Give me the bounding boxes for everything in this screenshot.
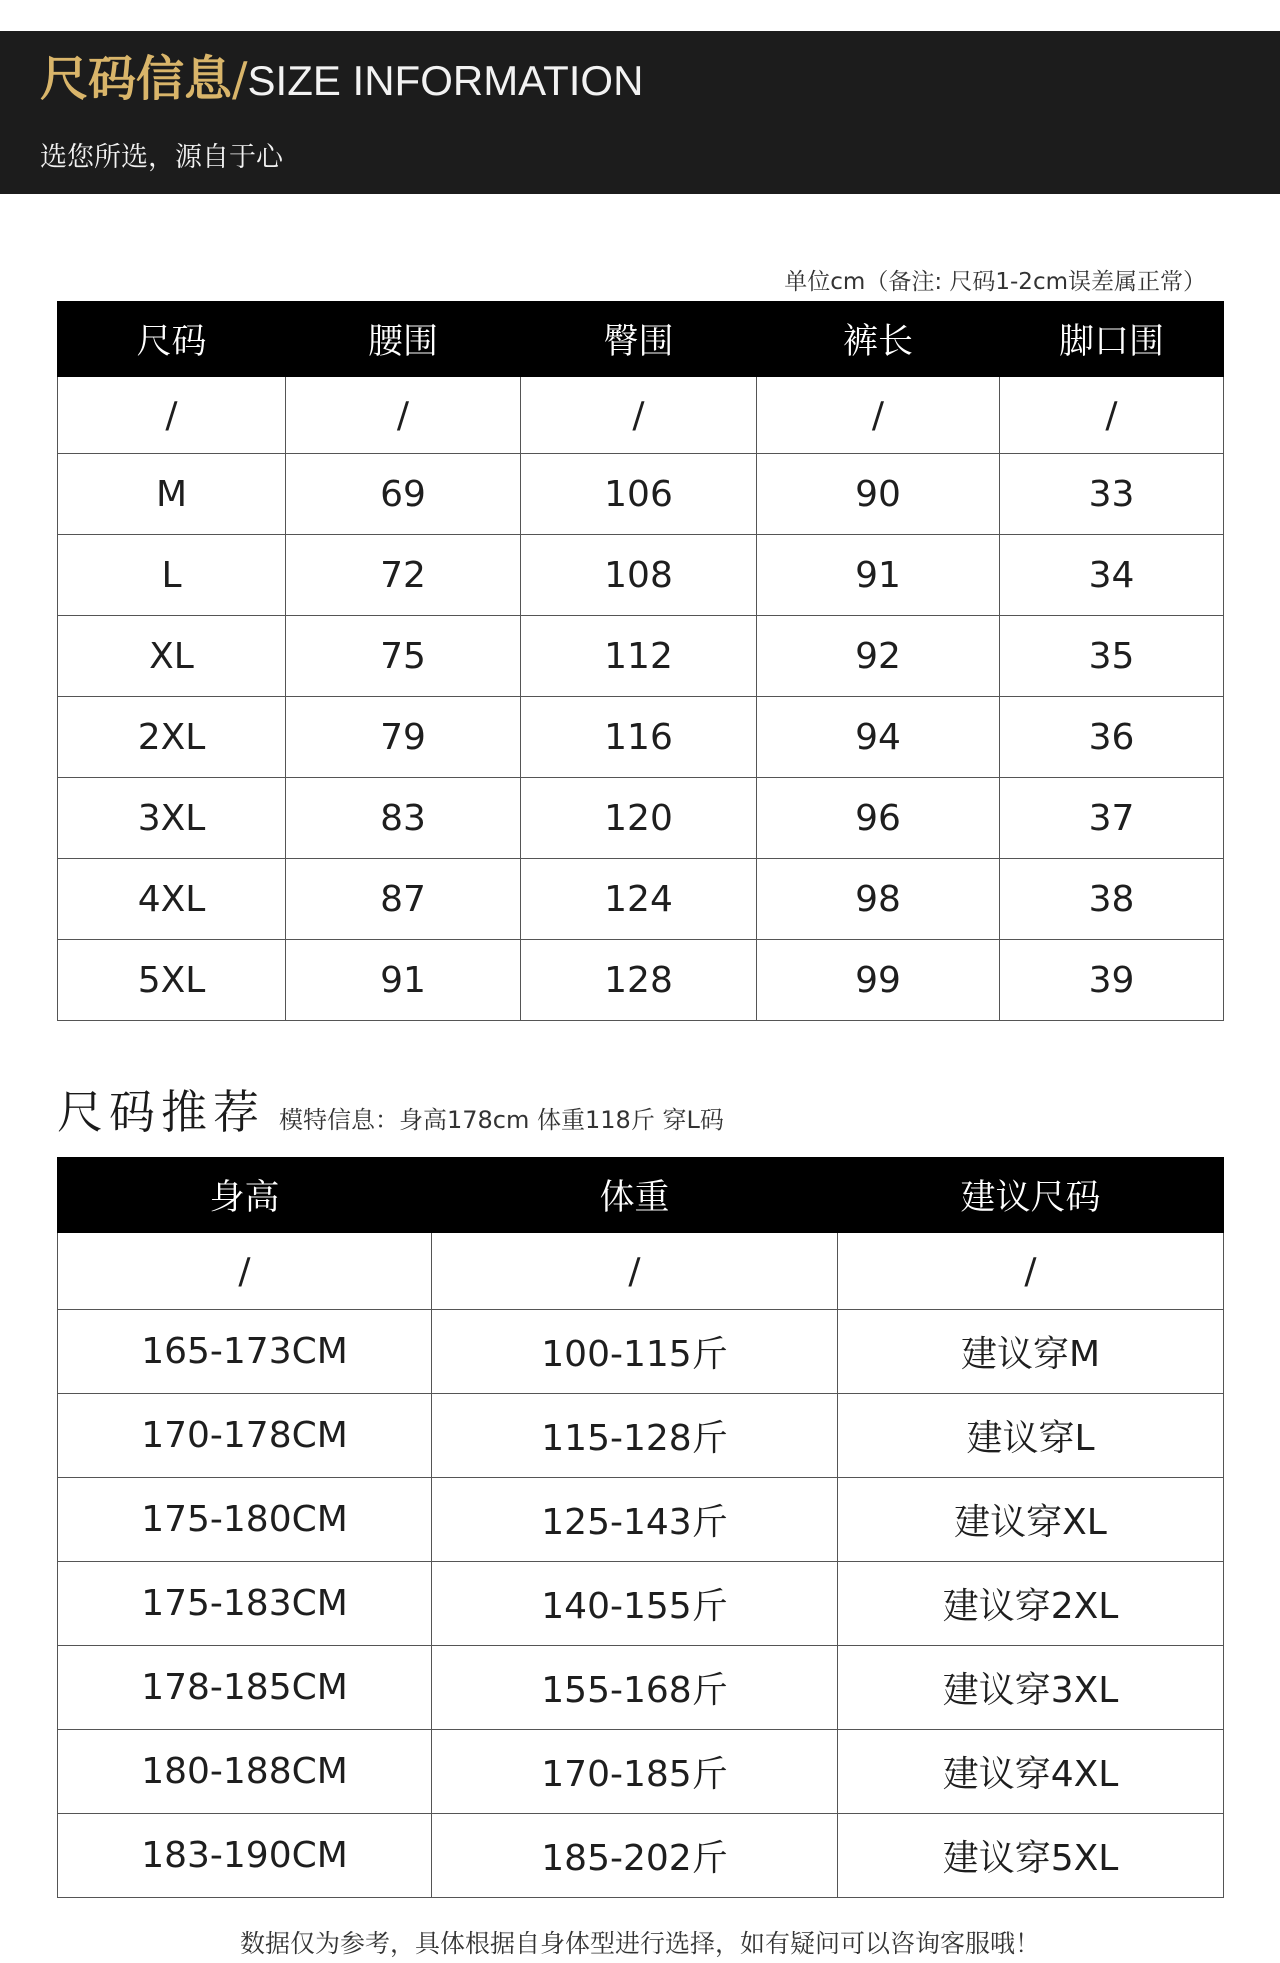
table-row [58,1562,1224,1646]
model-info: 模特信息：身高178cm 体重118斤 穿L码 [279,1106,724,1134]
table-cell: 建议穿L [838,1394,1224,1478]
table-cell: / [432,1233,838,1310]
table-cell: / [757,377,1000,454]
table-cell: 91 [286,940,521,1021]
table-cell: / [521,377,757,454]
table-cell: 33 [1000,454,1224,535]
banner-title [40,51,644,107]
recommend-heading [57,1076,724,1142]
table-cell: / [58,1233,432,1310]
table-row [58,1233,1224,1310]
header-suggested-size: 建议尺码 [838,1158,1224,1233]
table-row [58,377,1224,454]
table-cell: 128 [521,940,757,1021]
table-row [58,1394,1224,1478]
table-cell: 75 [286,616,521,697]
header-weight: 体重 [432,1158,838,1233]
table-cell: 175-180CM [58,1478,432,1562]
header-height: 身高 [58,1158,432,1233]
table-cell: 38 [1000,859,1224,940]
table-cell: 5XL [58,940,286,1021]
table-cell: 185-202斤 [432,1814,838,1898]
table-cell: 87 [286,859,521,940]
table-cell: 106 [521,454,757,535]
table-row [58,1310,1224,1394]
table-cell: 39 [1000,940,1224,1021]
recommend-table-header-row [58,1158,1224,1233]
table-row [58,859,1224,940]
table-cell: 155-168斤 [432,1646,838,1730]
table-cell: 3XL [58,778,286,859]
table-cell: 2XL [58,697,286,778]
table-cell: 34 [1000,535,1224,616]
unit-note: 单位cm（备注: 尺码1-2cm误差属正常） [784,269,1206,295]
banner-title-separator: / [232,52,248,106]
footer-note: 数据仅为参考，具体根据自身体型进行选择，如有疑问可以咨询客服哦！ [239,1929,1040,1958]
table-cell: 建议穿XL [838,1478,1224,1562]
header-size: 尺码 [58,302,286,377]
table-cell: 35 [1000,616,1224,697]
table-cell: 建议穿2XL [838,1562,1224,1646]
table-row [58,778,1224,859]
recommend-title: 尺码推荐 [57,1085,265,1139]
table-cell: 115-128斤 [432,1394,838,1478]
header-hip: 臀围 [521,302,757,377]
table-cell: 116 [521,697,757,778]
header-waist: 腰围 [286,302,521,377]
table-cell: 98 [757,859,1000,940]
table-cell: 124 [521,859,757,940]
size-info-banner [0,31,1280,194]
table-cell: 91 [757,535,1000,616]
table-cell: / [286,377,521,454]
table-cell: 72 [286,535,521,616]
table-cell: 96 [757,778,1000,859]
table-row [58,940,1224,1021]
header-leg-opening: 脚口围 [1000,302,1224,377]
table-row [58,535,1224,616]
table-cell: / [838,1233,1224,1310]
table-cell: 90 [757,454,1000,535]
recommend-table [57,1157,1224,1898]
table-cell: 170-178CM [58,1394,432,1478]
banner-subtitle: 选您所选，源自于心 [40,142,283,173]
table-row [58,454,1224,535]
table-cell: 37 [1000,778,1224,859]
table-row [58,697,1224,778]
table-row [58,1814,1224,1898]
size-table [57,301,1224,1021]
table-cell: 100-115斤 [432,1310,838,1394]
banner-title-en: SIZE INFORMATION [247,57,644,104]
table-row [58,1730,1224,1814]
table-cell: 4XL [58,859,286,940]
table-cell: 108 [521,535,757,616]
banner-title-cn: 尺码信息 [40,51,233,107]
table-cell: 83 [286,778,521,859]
table-cell: 183-190CM [58,1814,432,1898]
table-cell: 170-185斤 [432,1730,838,1814]
table-cell: 120 [521,778,757,859]
table-cell: 36 [1000,697,1224,778]
table-cell: 建议穿5XL [838,1814,1224,1898]
table-cell: L [58,535,286,616]
table-cell: 79 [286,697,521,778]
table-cell: XL [58,616,286,697]
table-cell: 178-185CM [58,1646,432,1730]
table-cell: 92 [757,616,1000,697]
table-cell: 165-173CM [58,1310,432,1394]
table-cell: M [58,454,286,535]
table-row [58,1646,1224,1730]
table-cell: 94 [757,697,1000,778]
size-table-header-row [58,302,1224,377]
table-cell: / [58,377,286,454]
table-cell: 建议穿3XL [838,1646,1224,1730]
table-cell: 99 [757,940,1000,1021]
table-cell: 175-183CM [58,1562,432,1646]
table-cell: 建议穿M [838,1310,1224,1394]
table-cell: 125-143斤 [432,1478,838,1562]
table-row [58,616,1224,697]
table-cell: 140-155斤 [432,1562,838,1646]
table-cell: 112 [521,616,757,697]
table-cell: 180-188CM [58,1730,432,1814]
header-length: 裤长 [757,302,1000,377]
table-row [58,1478,1224,1562]
table-cell: 69 [286,454,521,535]
table-cell: / [1000,377,1224,454]
table-cell: 建议穿4XL [838,1730,1224,1814]
